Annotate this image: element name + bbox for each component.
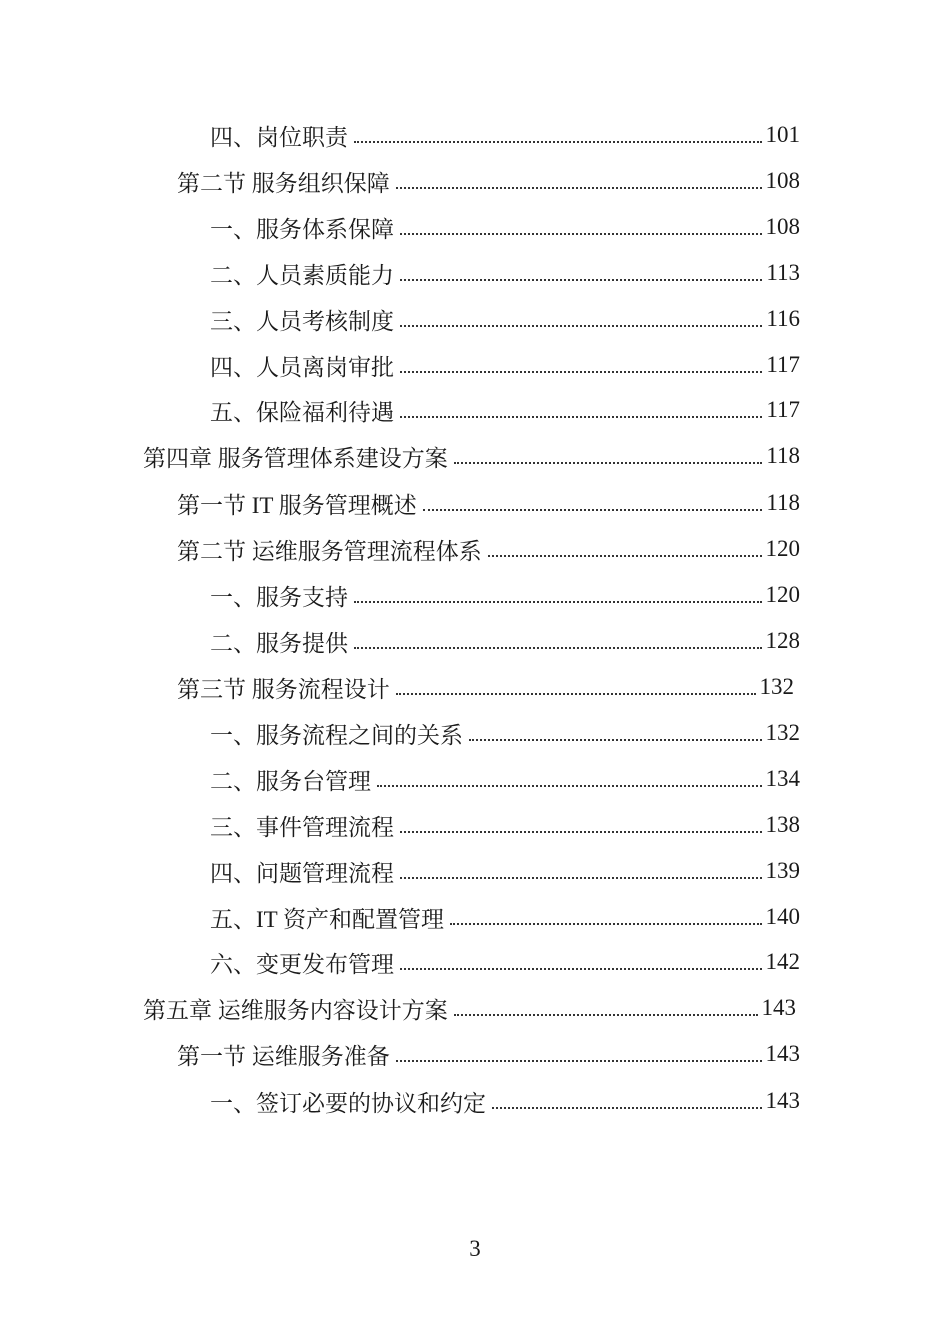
toc-entry[interactable] [177, 1034, 800, 1074]
toc-leader-dots [400, 851, 762, 879]
toc-entry-title: 一、签订必要的协议和约定 [210, 1090, 486, 1116]
page-number: 3 [469, 1236, 481, 1261]
toc-entry-page: 143 [765, 1088, 800, 1113]
toc-entry-title: 第二节 服务组织保障 [177, 170, 390, 196]
toc-entry[interactable] [210, 115, 800, 155]
toc-leader-dots [400, 253, 762, 281]
toc-leader-dots [400, 345, 762, 373]
toc-leader-dots [354, 575, 762, 603]
toc-leader-dots [423, 483, 763, 511]
toc-entry-title: 第五章 运维服务内容设计方案 [143, 997, 448, 1023]
toc-entry[interactable] [143, 436, 800, 476]
toc-leader-dots [377, 759, 762, 787]
toc-entry-page: 108 [765, 168, 800, 193]
toc-leader-dots [454, 988, 758, 1016]
toc-entry[interactable] [210, 390, 800, 430]
toc-entry-page: 132 [759, 674, 794, 699]
toc-entry[interactable] [210, 897, 800, 937]
toc-entry-title: 二、人员素质能力 [210, 262, 394, 288]
toc-entry-title: 二、服务台管理 [210, 768, 371, 794]
toc-entry-page: 140 [765, 904, 800, 929]
toc-entry-page: 128 [765, 628, 800, 653]
toc-leader-dots [454, 436, 763, 464]
toc-entry[interactable] [177, 483, 800, 523]
toc-entry[interactable] [210, 207, 800, 247]
toc-entry[interactable] [210, 851, 800, 891]
toc-leader-dots [488, 529, 762, 557]
toc-entry-title: 第四章 服务管理体系建设方案 [143, 445, 448, 471]
toc-entry-page: 118 [766, 443, 800, 468]
toc-entry-title: 第一节 运维服务准备 [177, 1043, 390, 1069]
toc-entry-page: 134 [765, 766, 800, 791]
toc-entry-title: 一、服务流程之间的关系 [210, 722, 463, 748]
toc-entry-title: 四、问题管理流程 [210, 860, 394, 886]
toc-entry-title: 四、人员离岗审批 [210, 354, 394, 380]
toc-entry-page: 120 [765, 582, 800, 607]
toc-entry-title: 一、服务支持 [210, 584, 348, 610]
toc-entry-title: 四、岗位职责 [210, 124, 348, 150]
toc-entry-page: 117 [766, 397, 800, 422]
toc-leader-dots [354, 115, 762, 143]
toc-entry-page: 101 [765, 122, 800, 147]
toc-leader-dots [469, 713, 762, 741]
toc-entry[interactable] [210, 805, 800, 845]
toc-entry-page: 118 [766, 490, 800, 515]
toc-entry-title: 五、保险福利待遇 [210, 399, 394, 425]
toc-leader-dots [400, 299, 762, 327]
toc-entry-page: 117 [766, 352, 800, 377]
toc-entry-title: 五、IT 资产和配置管理 [210, 906, 445, 932]
toc-entry[interactable] [177, 161, 800, 201]
toc-leader-dots [396, 667, 756, 695]
toc-entry-page: 113 [766, 260, 800, 285]
toc-entry[interactable] [210, 345, 800, 385]
toc-entry[interactable] [210, 1081, 800, 1121]
toc-entry-title: 三、事件管理流程 [210, 814, 394, 840]
toc-entry[interactable] [177, 667, 794, 707]
toc-entry-page: 138 [765, 812, 800, 837]
toc-leader-dots [400, 942, 762, 970]
toc-entry[interactable] [210, 253, 800, 293]
toc-entry[interactable] [210, 621, 800, 661]
toc-leader-dots [450, 897, 761, 925]
toc-entry[interactable] [177, 529, 800, 569]
toc-entry[interactable] [210, 713, 800, 753]
toc-leader-dots [492, 1081, 762, 1109]
toc-entry-title: 六、变更发布管理 [210, 951, 394, 977]
toc-entry-page: 120 [765, 536, 800, 561]
toc-entry[interactable] [210, 759, 800, 799]
toc-entry-page: 143 [765, 1041, 800, 1066]
toc-entry-page: 139 [765, 858, 800, 883]
toc-entry-page: 142 [765, 949, 800, 974]
toc-entry-title: 第二节 运维服务管理流程体系 [177, 538, 482, 564]
toc-entry[interactable] [210, 942, 800, 982]
toc-entry-title: 二、服务提供 [210, 630, 348, 656]
toc-entry-title: 一、服务体系保障 [210, 216, 394, 242]
toc-entry-page: 116 [766, 306, 800, 331]
toc-entry-title: 第三节 服务流程设计 [177, 676, 390, 702]
toc-entry[interactable] [210, 299, 800, 339]
toc-leader-dots [396, 161, 762, 189]
toc-entry-page: 143 [761, 995, 796, 1020]
toc-leader-dots [400, 207, 762, 235]
toc-entry-page: 108 [765, 214, 800, 239]
toc-leader-dots [400, 805, 762, 833]
toc-entry[interactable] [210, 575, 800, 615]
toc-leader-dots [396, 1034, 762, 1062]
toc-leader-dots [400, 390, 762, 418]
toc-entry-title: 三、人员考核制度 [210, 308, 394, 334]
toc-leader-dots [354, 621, 762, 649]
toc-entry-page: 132 [765, 720, 800, 745]
toc-entry-title: 第一节 IT 服务管理概述 [177, 492, 417, 518]
toc-entry[interactable] [143, 988, 796, 1028]
